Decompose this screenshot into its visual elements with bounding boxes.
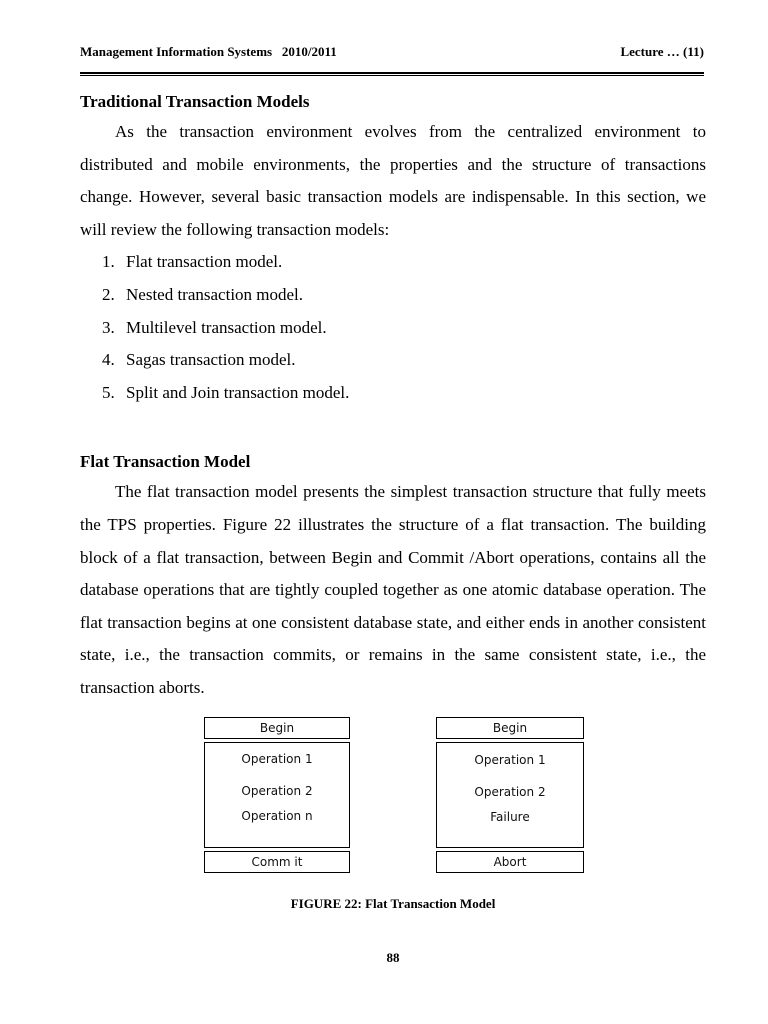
flat-transaction-figure	[204, 717, 584, 875]
operation-label: Operation n	[241, 809, 313, 823]
list-item: 5. Split and Join transaction model.	[102, 382, 350, 402]
operation-label: Operation 2	[474, 785, 546, 799]
right-abort-box: Abort	[436, 851, 584, 873]
right-operations-box	[436, 742, 584, 848]
failure-label: Failure	[490, 810, 530, 824]
flat-model-paragraph: The flat transaction model presents the simplest transaction structure that fully meets the TPS properties. Figure 22 illustrates the structure of a flat transaction. The building block of a flat transaction, between Begin and Commit /Abort operations, contains all the database operations that are tightly coupled together as one atomic database operation. The flat transaction begins at one consistent database state, and either ends in another consistent state, i.e., the transaction commits, or remains in the same consistent state, i.e., the transaction aborts.	[80, 482, 706, 697]
header-lecture-number: Lecture … (11)	[620, 44, 704, 59]
figure-caption: FIGURE 22: Flat Transaction Model	[290, 896, 496, 911]
operation-label: Operation 1	[241, 752, 313, 766]
operation-label: Operation 2	[241, 784, 313, 798]
left-commit-box: Comm it	[204, 851, 350, 873]
section-title-flat: Flat Transaction Model	[80, 452, 251, 472]
intro-paragraph: As the transaction environment evolves from the centralized environment to distributed and mobile environments, the properties and the structure of transactions change. However, several basic transaction models are indispensable. In this section, we will review the following transaction models:	[80, 122, 706, 239]
page-number: 88	[386, 950, 400, 965]
page-body	[80, 88, 706, 705]
list-item: 3. Multilevel transaction model.	[102, 317, 327, 337]
list-item: 4. Sagas transaction model.	[102, 350, 296, 370]
page-header	[80, 44, 704, 64]
left-operations-box	[204, 742, 350, 848]
header-rule	[80, 72, 704, 76]
operation-label: Operation 1	[474, 753, 546, 767]
left-begin-box: Begin	[204, 717, 350, 739]
transaction-models-list	[80, 246, 706, 409]
section-title-traditional: Traditional Transaction Models	[80, 92, 310, 111]
header-course-title: Management Information Systems 2010/2011	[80, 44, 337, 59]
list-item: 2. Nested transaction model.	[102, 284, 304, 304]
right-begin-box: Begin	[436, 717, 584, 739]
list-item: 1. Flat transaction model.	[102, 252, 283, 272]
